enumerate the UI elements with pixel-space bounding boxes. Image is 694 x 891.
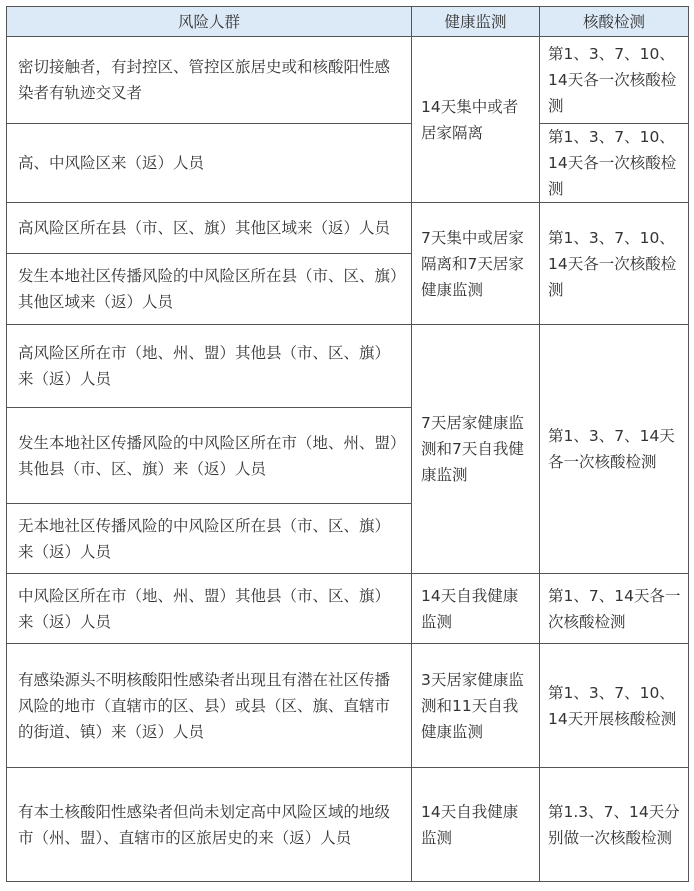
table-row [7, 203, 689, 254]
monitoring-cell: 14天自我健康监测 [412, 768, 540, 882]
risk-group-cell: 中风险区所在市（地、州、盟）其他县（市、区、旗）来（返）人员 [7, 574, 412, 644]
monitoring-cell: 7天集中或居家隔离和7天居家健康监测 [412, 203, 540, 325]
risk-group-cell: 高、中风险区来（返）人员 [7, 124, 412, 203]
monitoring-cell: 3天居家健康监测和11天自我健康监测 [412, 644, 540, 768]
test-cell: 第1、3、7、10、14天各一次核酸检测 [540, 37, 689, 124]
monitoring-cell: 7天居家健康监测和7天自我健康监测 [412, 325, 540, 574]
risk-group-cell: 无本地社区传播风险的中风险区所在县（市、区、旗）来（返）人员 [7, 504, 412, 574]
table-row [7, 37, 689, 124]
risk-group-cell: 有感染源头不明核酸阳性感染者出现且有潜在社区传播风险的地市（直辖市的区、县）或县（区、旗、直辖市的街道、镇）来（返）人员 [7, 644, 412, 768]
header-nucleic-test: 核酸检测 [540, 7, 689, 37]
risk-group-cell: 有本土核酸阳性感染者但尚未划定高中风险区域的地级市（州、盟）、直辖市的区旅居史的来（返）人员 [7, 768, 412, 882]
table-row [7, 768, 689, 882]
risk-group-cell: 发生本地社区传播风险的中风险区所在市（地、州、盟）其他县（市、区、旗）来（返）人员 [7, 408, 412, 504]
header-health-monitoring: 健康监测 [412, 7, 540, 37]
test-cell: 第1、3、7、10、14天开展核酸检测 [540, 644, 689, 768]
risk-group-cell: 高风险区所在市（地、州、盟）其他县（市、区、旗）来（返）人员 [7, 325, 412, 408]
test-cell: 第1.3、7、14天分别做一次核酸检测 [540, 768, 689, 882]
table-row [7, 325, 689, 408]
risk-group-cell: 高风险区所在县（市、区、旗）其他区域来（返）人员 [7, 203, 412, 254]
test-cell: 第1、3、7、10、14天各一次核酸检测 [540, 124, 689, 203]
header-risk-group: 风险人群 [7, 7, 412, 37]
risk-group-cell: 密切接触者，有封控区、管控区旅居史或和核酸阳性感染者有轨迹交叉者 [7, 37, 412, 124]
monitoring-cell: 14天自我健康监测 [412, 574, 540, 644]
table-row [7, 124, 689, 203]
table-row [7, 574, 689, 644]
monitoring-cell: 14天集中或者居家隔离 [412, 37, 540, 203]
test-cell: 第1、7、14天各一次核酸检测 [540, 574, 689, 644]
test-cell: 第1、3、7、14天各一次核酸检测 [540, 325, 689, 574]
test-cell: 第1、3、7、10、14天各一次核酸检测 [540, 203, 689, 325]
header-row [7, 7, 689, 37]
risk-group-cell: 发生本地社区传播风险的中风险区所在县（市、区、旗）其他区域来（返）人员 [7, 254, 412, 325]
table-row [7, 644, 689, 768]
risk-table [6, 6, 689, 882]
